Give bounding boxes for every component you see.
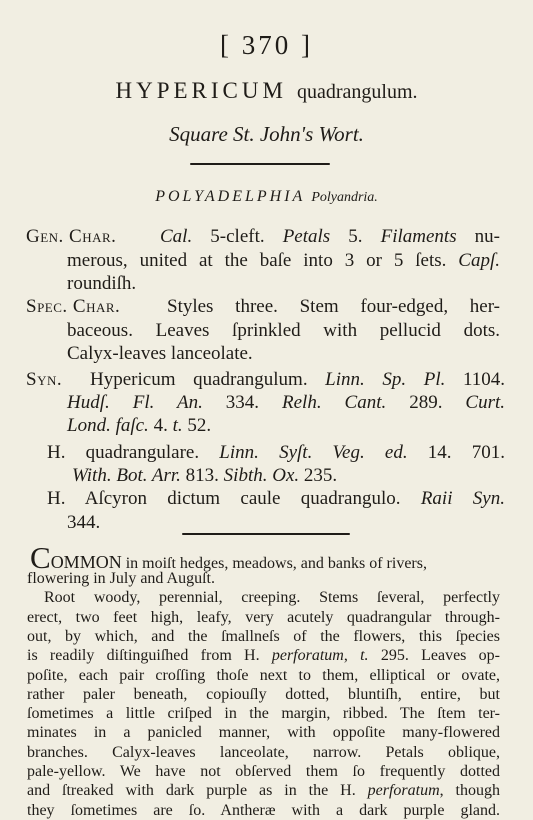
synonym-line [67,415,505,437]
spec-char-line [167,296,500,318]
text-run: merous, united at the baſe into 3 or 5 ſets. [67,249,459,271]
genus-name: HYPERICUM [115,78,287,103]
text-run: rather paler beneath, copiouſly dotted, bluntiſh, entire, but [27,685,500,703]
text-run: Filaments [380,226,457,247]
description-line [27,705,500,723]
text-run: roundiſh. [67,273,137,294]
text-run: Raii Syn. [420,488,505,509]
text-run: With. Bot. Arr. [72,465,181,486]
text-run: 813. [180,465,224,486]
synonym-line [90,369,505,391]
syn-label: Syn. [26,369,63,390]
text-run: 334. [202,392,282,413]
text-run: H. quadrangulare. [47,442,220,463]
description-line [27,570,500,588]
description-first-line [30,542,500,573]
description-line [27,782,500,800]
description-line [27,667,500,685]
text-run: Linn. Syſt. Veg. ed. [219,442,408,463]
text-run: Sibth. Ox. [223,465,300,486]
description-line [27,802,500,820]
gen-char-line [160,226,500,248]
synonym-line [67,392,505,414]
description-line [27,647,500,665]
text-run: , though [439,782,500,800]
text-run: poſite, each pair croſſing thoſe next to them, elliptical or ovate, [27,666,500,684]
description-line [27,744,500,762]
text-run: flowering in July and Auguſt. [27,570,215,587]
synonym-line [47,488,505,510]
linnaean-classification [0,188,533,206]
text-run: Linn. Sp. Pl. [325,369,446,390]
common-name: Square St. John's Wort. [169,122,364,146]
drop-cap: C [30,540,51,575]
page-number: [ 370 ] [220,30,313,60]
text-run: , [343,647,361,665]
spec-char-line [67,320,500,342]
text-run: 14. 701. [407,442,506,463]
text-run: t. [172,415,183,436]
text-run: Relh. Cant. [282,392,387,413]
description-line [27,628,500,646]
description-line [27,724,500,742]
text-run: 1104. [445,369,506,390]
description-line [27,686,500,704]
text-run: t. [360,647,369,665]
text-run: Hypericum quadrangulum. [90,369,326,390]
text-run: Calyx-leaves lanceolate. [67,343,253,364]
description-line [44,589,500,607]
class-name: POLYADELPHIA [155,188,306,205]
text-run: Lond. faſc. [67,415,149,436]
text-run: perforatum [367,782,440,800]
spec-char-line [67,343,500,365]
text-run: 235. [299,465,338,486]
species-title [0,78,533,104]
gen-char-line [67,273,500,295]
text-run: 5. [330,226,381,247]
text-run: Petals [282,226,331,247]
text-run: Root woody, perennial, creeping. Stems ſeveral, perfectly [44,589,500,607]
description-line [27,763,500,781]
divider-rule [190,163,330,165]
text-run: Styles three. Stem four-edged, her- [167,296,500,317]
description-line [27,609,500,627]
text-run: they ſometimes are ſo. Antheræ with a dark purple gland. [27,801,500,819]
gen-char-line [67,250,500,272]
order-name: Polyandria. [311,190,378,205]
spec-char-label: Spec. Char. [26,296,121,317]
text-run: minates in a panicled manner, with oppoſite many-flowered [27,724,500,742]
text-run: 344. [67,512,101,533]
text-run: out, by which, and the ſmallneſs of the flowers, this ſpecies [27,627,500,645]
text-run: Capſ. [458,249,500,271]
text-run: nu- [456,226,500,247]
text-run: baceous. Leaves ſprinkled with pellucid dots. [67,319,500,341]
text-run: Cal. [160,226,193,247]
lead-word: OMMON [50,552,122,572]
text-run: 4. [148,415,173,436]
text-run: 5-cleft. [192,226,283,247]
text-run: 295. Leaves op- [368,647,500,665]
text-run: ſometimes a little criſped in the margin, ribbed. The ſtem ter- [27,705,500,723]
synonym-line [47,442,505,464]
text-run: erect, two feet high, leafy, very acutely quadrangular through- [27,608,500,626]
text-run: Curt. [465,392,506,413]
text-run: Hudſ. Fl. An. [67,392,203,413]
synonym-line [67,512,505,534]
text-run: perforatum [271,647,344,665]
divider-rule-2 [182,533,350,535]
text-run: H. Aſcyron dictum caule quadrangulo. [47,488,421,509]
species-epithet: quadrangulum. [296,81,418,103]
gen-char-label: Gen. Char. [26,226,117,247]
text-run: 289. [386,392,466,413]
synonym-line [72,465,505,487]
text-run: 52. [182,415,212,436]
text-run: in moiſt hedges, meadows, and banks of rivers, [121,555,427,572]
text-run: and ſtreaked with dark purple as in the H. [27,782,368,800]
text-run: pale-yellow. We have not obſerved them ſo frequently dotted [27,763,500,780]
text-run: branches. Calyx-leaves lanceolate, narrow. Petals oblique, [27,743,500,761]
text-run: is readily diſtinguiſhed from H. [27,647,272,665]
